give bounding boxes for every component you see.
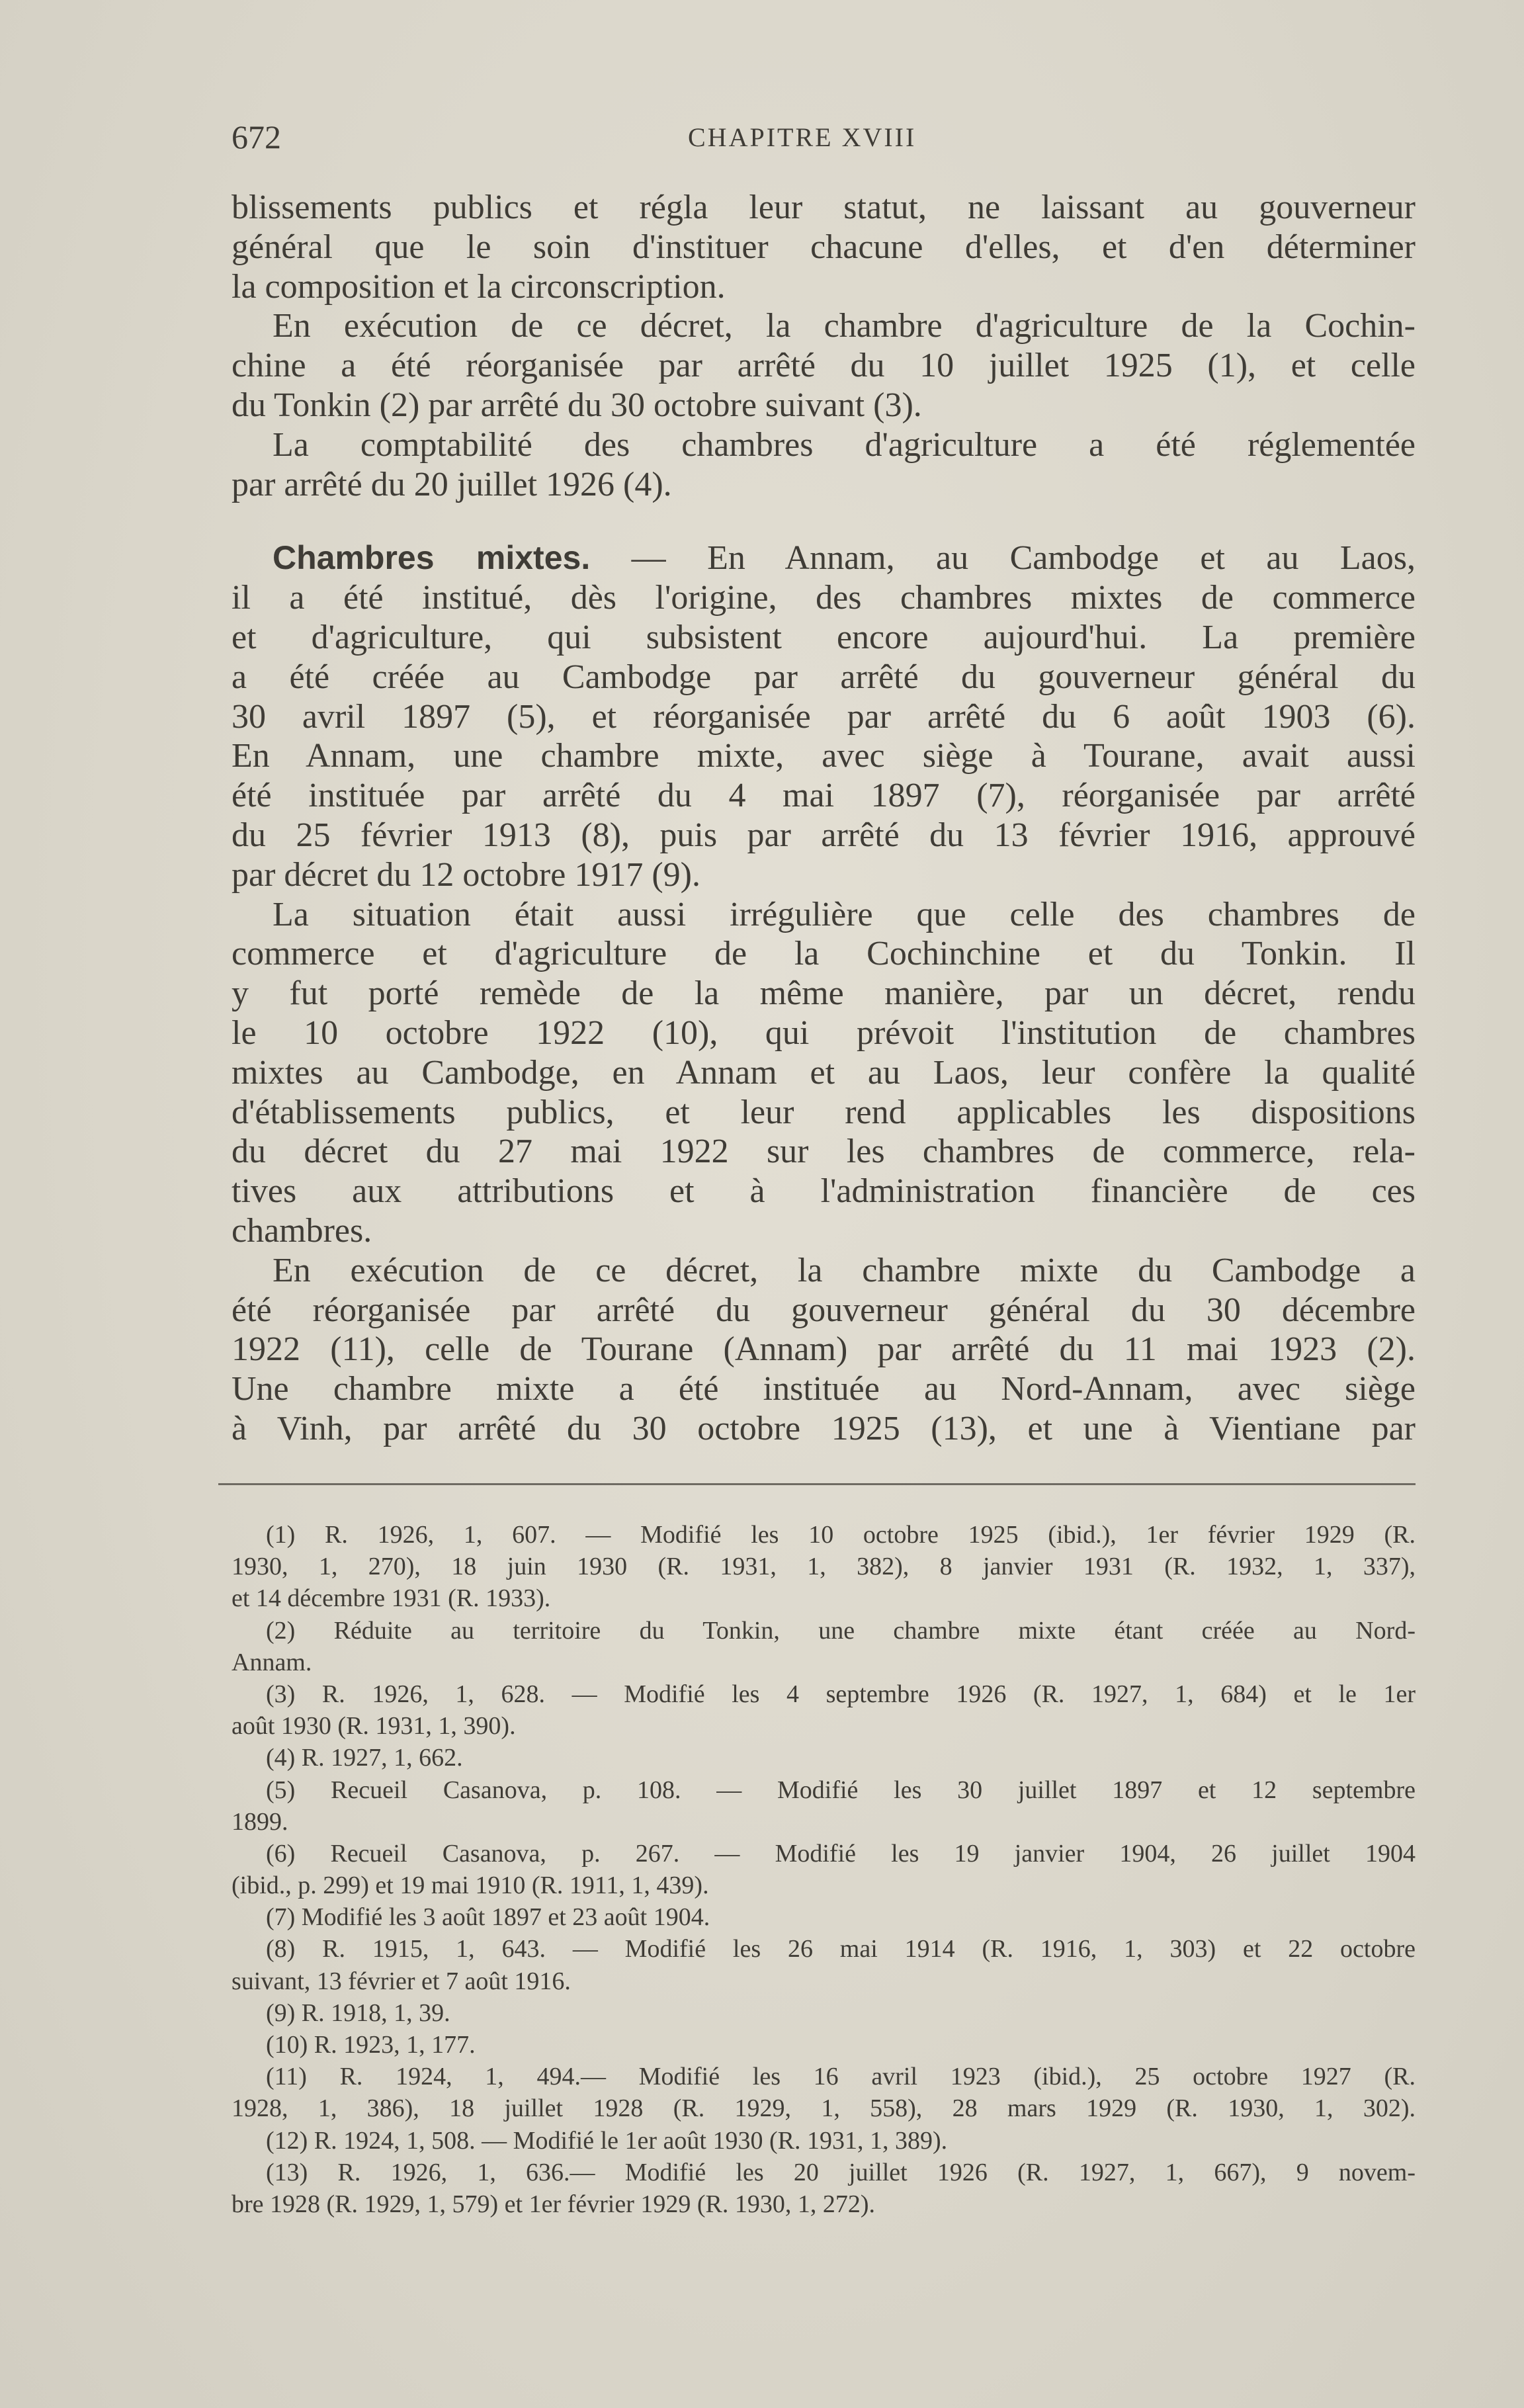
text-line: chambres. [232,1211,372,1250]
text-line: chine a été réorganisée par arrêté du 10 juillet 1925 (1), et celle [232,347,1416,385]
footnote-line: (1) R. 1926, 1, 607. — Modifié les 10 octobre 1925 (ibid.), 1er février 1929 (R. [266,1521,1416,1549]
footnote-line: (5) Recueil Casanova, p. 108. — Modifié les 30 juillet 1897 et 12 septembre [266,1776,1416,1804]
footnote-line: Annam. [232,1648,312,1676]
text-line: En exécution de ce décret, la chambre d'agriculture de la Cochin- [273,307,1416,345]
text-line: La situation était aussi irrégulière que celle des chambres de [273,895,1416,933]
footnote-line: (3) R. 1926, 1, 628. — Modifié les 4 septembre 1926 (R. 1927, 1, 684) et le 1er [266,1680,1416,1708]
footnote-line: (10) R. 1923, 1, 177. [266,2031,476,2059]
text-line: a été créée au Cambodge par arrêté du gouverneur général du [232,658,1416,696]
text-line: général que le soin d'instituer chacune d'elles, et d'en déterminer [232,228,1416,266]
footnote-line: (13) R. 1926, 1, 636.— Modifié les 20 juillet 1926 (R. 1927, 1, 667), 9 novem- [266,2158,1416,2186]
text-line: été instituée par arrêté du 4 mai 1897 (7), réorganisée par arrêté [232,777,1416,815]
section-heading: Chambres mixtes. [273,539,591,577]
text-line: été réorganisée par arrêté du gouverneur général du 30 décembre [232,1291,1416,1329]
footnote-line: (8) R. 1915, 1, 643. — Modifié les 26 mai 1914 (R. 1916, 1, 303) et 22 octobre [266,1935,1416,1963]
text-line: commerce et d'agriculture de la Cochinchine et du Tonkin. Il [232,935,1416,973]
footnote-line: 1930, 1, 270), 18 juin 1930 (R. 1931, 1, 382), 8 janvier 1931 (R. 1932, 1, 337), [232,1553,1416,1581]
text-line: 1922 (11), celle de Tourane (Annam) par arrêté du 11 mai 1923 (2). [232,1330,1416,1369]
text-line: d'établissements publics, et leur rend applicables les dispositions [232,1093,1416,1131]
text-line: du Tonkin (2) par arrêté du 30 octobre suivant (3). [232,386,922,424]
footnote-line: (ibid., p. 299) et 19 mai 1910 (R. 1911, 1, 439). [232,1871,709,1900]
text-line: la composition et la circonscription. [232,267,726,306]
text-line: le 10 octobre 1922 (10), qui prévoit l'institution de chambres [232,1013,1416,1052]
text-line: tives aux attributions et à l'administration financière de ces [232,1172,1416,1211]
running-header [232,118,1416,164]
text-line: Une chambre mixte a été instituée au Nord-Annam, avec siège [232,1370,1416,1408]
main-text [232,188,1416,1449]
page-number: 672 [232,118,281,155]
section-heading-line [232,538,1416,578]
text-line: En Annam, une chambre mixte, avec siège à Tourane, avait aussi [232,737,1416,775]
footnote-line: (4) R. 1927, 1, 662. [266,1744,463,1772]
footnote-line: (11) R. 1924, 1, 494.— Modifié les 16 avril 1923 (ibid.), 25 octobre 1927 (R. [266,2063,1416,2091]
footnote-line: (9) R. 1918, 1, 39. [266,1999,450,2027]
footnote-line: 1928, 1, 386), 18 juillet 1928 (R. 1929, 1, 558), 28 mars 1929 (R. 1930, 1, 302). [232,2094,1416,2123]
text-line: et d'agriculture, qui subsistent encore aujourd'hui. La première [232,618,1416,656]
text-line: du 25 février 1913 (8), puis par arrêté du 13 février 1916, approuvé [232,816,1416,854]
footnote-line: (12) R. 1924, 1, 508. — Modifié le 1er août 1930 (R. 1931, 1, 389). [266,2126,948,2155]
footnote-line: et 14 décembre 1931 (R. 1933). [232,1584,551,1613]
footnote-divider [218,1483,1416,1485]
footnote-line: août 1930 (R. 1931, 1, 390). [232,1712,516,1741]
text-segment: — En Annam, au Cambodge et au Laos, [590,539,1416,578]
text-line: La comptabilité des chambres d'agriculture a été réglementée [273,425,1416,464]
text-line: 30 avril 1897 (5), et réorganisée par arrêté du 6 août 1903 (6). [232,697,1416,736]
text-line: par arrêté du 20 juillet 1926 (4). [232,465,672,503]
footnote-line: 1899. [232,1807,288,1836]
text-line: En exécution de ce décret, la chambre mixte du Cambodge a [273,1251,1416,1289]
text-line: blissements publics et régla leur statut, ne laissant au gouverneur [232,189,1416,226]
footnote-line: suivant, 13 février et 7 août 1916. [232,1967,571,1995]
text-line: il a été institué, dès l'origine, des chambres mixtes de commerce [232,579,1416,617]
text-line: du décret du 27 mai 1922 sur les chambres de commerce, rela- [232,1133,1416,1171]
text-line: mixtes au Cambodge, en Annam et au Laos, leur confère la qualité [232,1053,1416,1092]
footnotes [232,1519,1416,2220]
chapter-title: CHAPITRE XVIII [688,122,917,152]
footnote-line: (2) Réduite au territoire du Tonkin, une chambre mixte étant créée au Nord- [266,1616,1416,1645]
text-line: par décret du 12 octobre 1917 (9). [232,855,700,894]
footnote-line: bre 1928 (R. 1929, 1, 579) et 1er février 1929 (R. 1930, 1, 272). [232,2190,876,2218]
text-line: à Vinh, par arrêté du 30 octobre 1925 (13), et une à Vientiane par [232,1409,1416,1447]
footnote-line: (7) Modifié les 3 août 1897 et 23 août 1904. [266,1903,710,1932]
footnote-line: (6) Recueil Casanova, p. 267. — Modifié les 19 janvier 1904, 26 juillet 1904 [266,1839,1416,1868]
text-line: y fut porté remède de la même manière, par un décret, rendu [232,974,1416,1013]
